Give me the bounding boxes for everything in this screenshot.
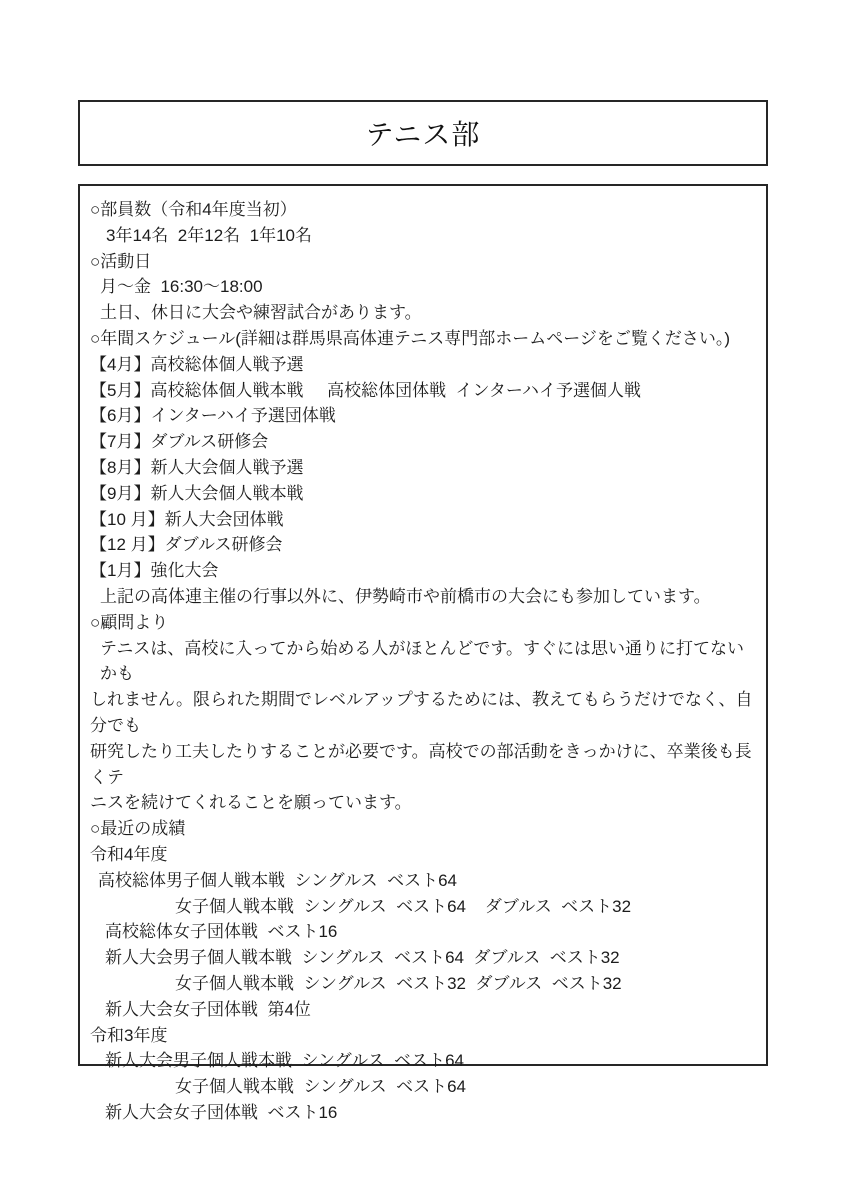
content-line: 【10 月】新人大会団体戦 [90,509,284,529]
content-line: 女子個人戦本戦 シングルス ベスト32 ダブルス ベスト32 [175,973,622,993]
content-line: しれません。限られた期間でレベルアップするためには、教えてもらうだけでなく、自分でも [90,690,753,735]
content-line: ○年間スケジュール(詳細は群馬県高体連テニス専門部ホームページをご覧ください。) [90,328,731,348]
content-line: 高校総体男子個人戦本戦 シングルス ベスト64 [98,870,458,890]
content-line: 月～金 16:30～18:00 [100,277,263,297]
content-line: 令和3年度 [90,1025,168,1045]
content-line: 【4月】高校総体個人戦予選 [90,354,304,374]
content-line: 新人大会男子個人戦本戦 シングルス ベスト64 [105,1051,465,1071]
content-line: ○顧問より [90,612,169,632]
page-title: テニス部 [365,119,481,150]
content-line: テニスは、高校に入ってから始める人がほとんどです。すぐには思い通りに打てないかも [100,638,744,684]
content-line: 女子個人戦本戦 シングルス ベスト64 [175,1077,467,1097]
content-line: 【9月】新人大会個人戦本戦 [90,483,304,503]
content-line: 【8月】新人大会個人戦予選 [90,457,304,477]
content-box [78,184,768,1122]
content-line: 高校総体女子団体戦 ベスト16 [105,922,338,942]
content-lines [90,197,756,1126]
content-line: 研究したり工夫したりすることが必要です。高校での部活動をきっかけに、卒業後も長くテ [90,741,752,787]
content-line: 【6月】インターハイ予選団体戦 [90,406,336,426]
content-line: ○活動日 [90,251,152,271]
content-line: 【5月】高校総体個人戦本戦 高校総体団体戦 インターハイ予選個人戦 [90,380,641,400]
content-line: ○部員数（令和4年度当初） [90,200,297,219]
content-line: 【12 月】ダブルス研修会 [90,535,283,555]
content-line: 女子個人戦本戦 シングルス ベスト64 ダブルス ベスト32 [175,896,632,916]
content-line: 新人大会男子個人戦本戦 シングルス ベスト64 ダブルス ベスト32 [105,948,620,968]
content-line: ○最近の成績 [90,819,186,839]
content-line: 新人大会女子団体戦 ベスト16 [105,1102,338,1122]
content-line: ニスを続けてくれることを願っています。 [90,793,412,813]
content-line: 【1月】強化大会 [90,561,219,581]
content-line: 【7月】ダブルス研修会 [90,432,269,452]
content-line: 上記の高体連主催の行事以外に、伊勢崎市や前橋市の大会にも参加しています。 [100,586,711,606]
content-line: 土日、休日に大会や練習試合があります。 [100,303,422,323]
content-line: 令和4年度 [90,844,168,864]
content-line: 3年14名 2年12名 1年10名 [106,225,312,245]
title-box [78,100,768,166]
content-line: 新人大会女子団体戦 第4位 [105,999,311,1019]
